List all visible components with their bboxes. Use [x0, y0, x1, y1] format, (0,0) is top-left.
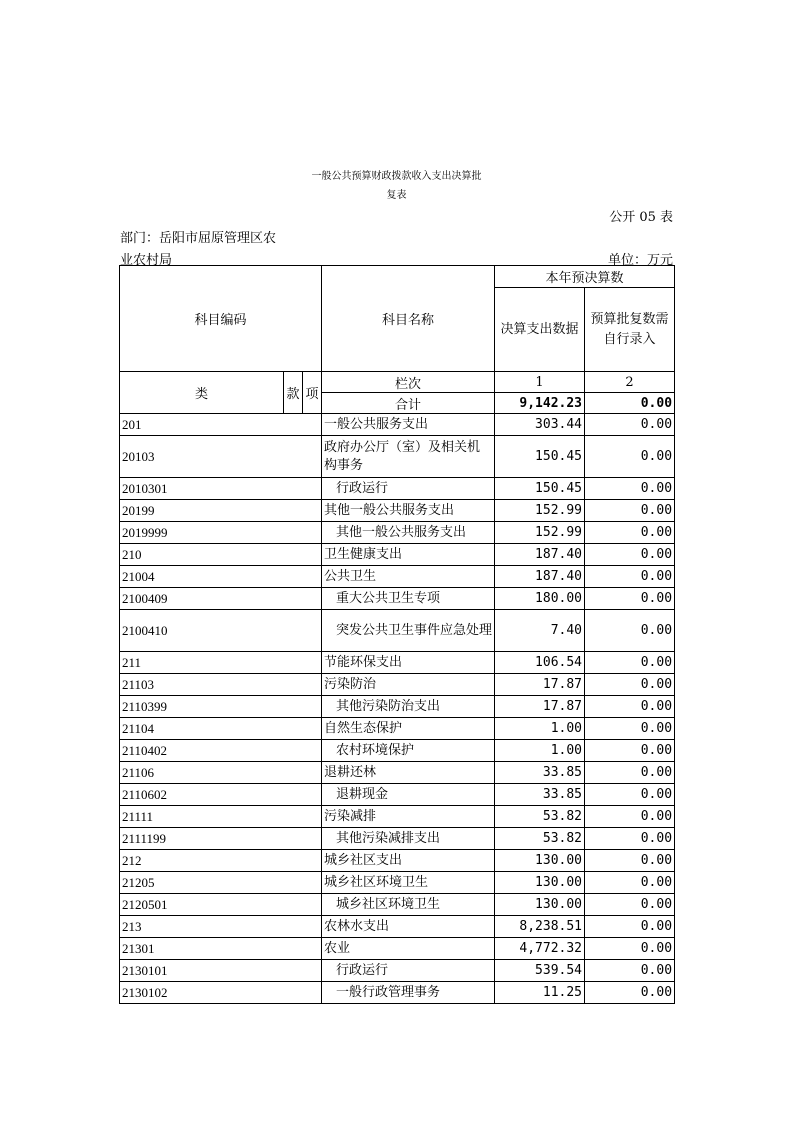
total-label: 合计 [322, 393, 495, 414]
subject-code: 21103 [120, 674, 322, 696]
approved-budget-value: 0.00 [585, 982, 675, 1004]
subject-code: 21106 [120, 762, 322, 784]
table-row [120, 652, 675, 674]
actual-expense-value: 17.87 [495, 674, 585, 696]
report-title-continued: 复表 [386, 190, 407, 201]
approved-budget-value: 0.00 [585, 740, 675, 762]
subject-code: 2120501 [120, 894, 322, 916]
subject-code: 2019999 [120, 522, 322, 544]
approved-budget-value: 0.00 [585, 806, 675, 828]
actual-expense-value: 187.40 [495, 566, 585, 588]
approved-budget-value: 0.00 [585, 414, 675, 436]
approved-budget-value: 0.00 [585, 436, 675, 478]
subject-name: 重大公共卫生专项 [322, 588, 495, 610]
subject-code: 212 [120, 850, 322, 872]
table-row [120, 478, 675, 500]
approved-budget-value: 0.00 [585, 566, 675, 588]
actual-expense-value: 8,238.51 [495, 916, 585, 938]
table-header [120, 266, 675, 414]
subject-name: 突发公共卫生事件应急处理 [322, 610, 495, 652]
table-row [120, 894, 675, 916]
subject-code: 21301 [120, 938, 322, 960]
subject-code: 2130101 [120, 960, 322, 982]
subject-name: 退耕现金 [322, 784, 495, 806]
header-col1: 决算支出数据 [495, 288, 585, 372]
subject-code: 21111 [120, 806, 322, 828]
header-lanci-2: 2 [585, 372, 675, 393]
subject-code: 21205 [120, 872, 322, 894]
actual-expense-value: 1.00 [495, 718, 585, 740]
subject-code: 2100410 [120, 610, 322, 652]
table-row [120, 544, 675, 566]
actual-expense-value: 7.40 [495, 610, 585, 652]
approved-budget-value: 0.00 [585, 478, 675, 500]
subject-name: 其他一般公共服务支出 [322, 500, 495, 522]
header-xiang: 项 [303, 372, 322, 414]
subject-name: 其他污染减排支出 [322, 828, 495, 850]
table-row [120, 500, 675, 522]
table-row [120, 414, 675, 436]
header-name: 科目名称 [322, 266, 495, 372]
actual-expense-value: 106.54 [495, 652, 585, 674]
header-kuan: 款 [284, 372, 303, 414]
subject-code: 20103 [120, 436, 322, 478]
actual-expense-value: 33.85 [495, 762, 585, 784]
table-row [120, 522, 675, 544]
actual-expense-value: 303.44 [495, 414, 585, 436]
approved-budget-value: 0.00 [585, 938, 675, 960]
subject-code: 20199 [120, 500, 322, 522]
actual-expense-value: 152.99 [495, 500, 585, 522]
table-row [120, 740, 675, 762]
approved-budget-value: 0.00 [585, 674, 675, 696]
header-col2: 预算批复数需自行录入 [585, 288, 675, 372]
table-row [120, 916, 675, 938]
total-value-2: 0.00 [585, 393, 675, 414]
subject-name: 一般行政管理事务 [322, 982, 495, 1004]
approved-budget-value: 0.00 [585, 762, 675, 784]
subject-code: 2010301 [120, 478, 322, 500]
subject-code: 2110399 [120, 696, 322, 718]
actual-expense-value: 4,772.32 [495, 938, 585, 960]
subject-name: 其他污染防治支出 [322, 696, 495, 718]
subject-name: 污染防治 [322, 674, 495, 696]
header-code: 科目编码 [120, 266, 322, 372]
actual-expense-value: 187.40 [495, 544, 585, 566]
subject-name: 一般公共服务支出 [322, 414, 495, 436]
table-body [120, 414, 675, 1004]
subject-code: 2111199 [120, 828, 322, 850]
approved-budget-value: 0.00 [585, 960, 675, 982]
subject-name: 污染减排 [322, 806, 495, 828]
table-row [120, 610, 675, 652]
table-row [120, 784, 675, 806]
table-row [120, 674, 675, 696]
actual-expense-value: 150.45 [495, 478, 585, 500]
subject-name: 农林水支出 [322, 916, 495, 938]
subject-code: 2110402 [120, 740, 322, 762]
approved-budget-value: 0.00 [585, 828, 675, 850]
approved-budget-value: 0.00 [585, 916, 675, 938]
actual-expense-value: 1.00 [495, 740, 585, 762]
header-lanci: 栏次 [322, 372, 495, 393]
department-label: 部门：岳阳市屈原管理区农 [120, 231, 277, 246]
subject-name: 农业 [322, 938, 495, 960]
subject-name: 退耕还林 [322, 762, 495, 784]
form-number: 公开 05 表 [609, 210, 673, 225]
table-row [120, 566, 675, 588]
table-row [120, 828, 675, 850]
total-value-1: 9,142.23 [495, 393, 585, 414]
actual-expense-value: 11.25 [495, 982, 585, 1004]
subject-code: 21104 [120, 718, 322, 740]
approved-budget-value: 0.00 [585, 850, 675, 872]
unit-label: 单位：万元 [607, 253, 673, 268]
approved-budget-value: 0.00 [585, 894, 675, 916]
approved-budget-value: 0.00 [585, 544, 675, 566]
table-row [120, 850, 675, 872]
subject-name: 城乡社区环境卫生 [322, 872, 495, 894]
actual-expense-value: 152.99 [495, 522, 585, 544]
approved-budget-value: 0.00 [585, 588, 675, 610]
subject-name: 政府办公厅（室）及相关机构事务 [322, 436, 495, 478]
subject-name: 公共卫生 [322, 566, 495, 588]
subject-name: 卫生健康支出 [322, 544, 495, 566]
budget-table [119, 265, 675, 1004]
approved-budget-value: 0.00 [585, 522, 675, 544]
subject-name: 自然生态保护 [322, 718, 495, 740]
actual-expense-value: 130.00 [495, 894, 585, 916]
table-row [120, 938, 675, 960]
actual-expense-value: 53.82 [495, 828, 585, 850]
table-row [120, 762, 675, 784]
subject-code: 21004 [120, 566, 322, 588]
actual-expense-value: 130.00 [495, 850, 585, 872]
subject-code: 2130102 [120, 982, 322, 1004]
table-row [120, 718, 675, 740]
subject-name: 行政运行 [322, 478, 495, 500]
actual-expense-value: 130.00 [495, 872, 585, 894]
approved-budget-value: 0.00 [585, 696, 675, 718]
table-row [120, 588, 675, 610]
actual-expense-value: 33.85 [495, 784, 585, 806]
actual-expense-value: 53.82 [495, 806, 585, 828]
header-budget: 本年预决算数 [495, 266, 675, 288]
subject-code: 201 [120, 414, 322, 436]
actual-expense-value: 539.54 [495, 960, 585, 982]
table-row [120, 696, 675, 718]
subject-code: 211 [120, 652, 322, 674]
approved-budget-value: 0.00 [585, 718, 675, 740]
table-row [120, 436, 675, 478]
subject-name: 城乡社区支出 [322, 850, 495, 872]
subject-name: 其他一般公共服务支出 [322, 522, 495, 544]
subject-code: 213 [120, 916, 322, 938]
approved-budget-value: 0.00 [585, 500, 675, 522]
subject-name: 农村环境保护 [322, 740, 495, 762]
report-title: 一般公共预算财政拨款收入支出决算批 [311, 171, 482, 182]
approved-budget-value: 0.00 [585, 784, 675, 806]
header-lanci-1: 1 [495, 372, 585, 393]
table-row [120, 982, 675, 1004]
approved-budget-value: 0.00 [585, 610, 675, 652]
actual-expense-value: 180.00 [495, 588, 585, 610]
subject-code: 2100409 [120, 588, 322, 610]
department-label-continued: 业农村局 [120, 253, 173, 268]
table-row [120, 872, 675, 894]
table-row [120, 960, 675, 982]
table-row [120, 806, 675, 828]
subject-name: 行政运行 [322, 960, 495, 982]
subject-name: 城乡社区环境卫生 [322, 894, 495, 916]
header-lei: 类 [120, 372, 284, 414]
actual-expense-value: 17.87 [495, 696, 585, 718]
actual-expense-value: 150.45 [495, 436, 585, 478]
approved-budget-value: 0.00 [585, 872, 675, 894]
approved-budget-value: 0.00 [585, 652, 675, 674]
subject-code: 2110602 [120, 784, 322, 806]
subject-code: 210 [120, 544, 322, 566]
subject-name: 节能环保支出 [322, 652, 495, 674]
